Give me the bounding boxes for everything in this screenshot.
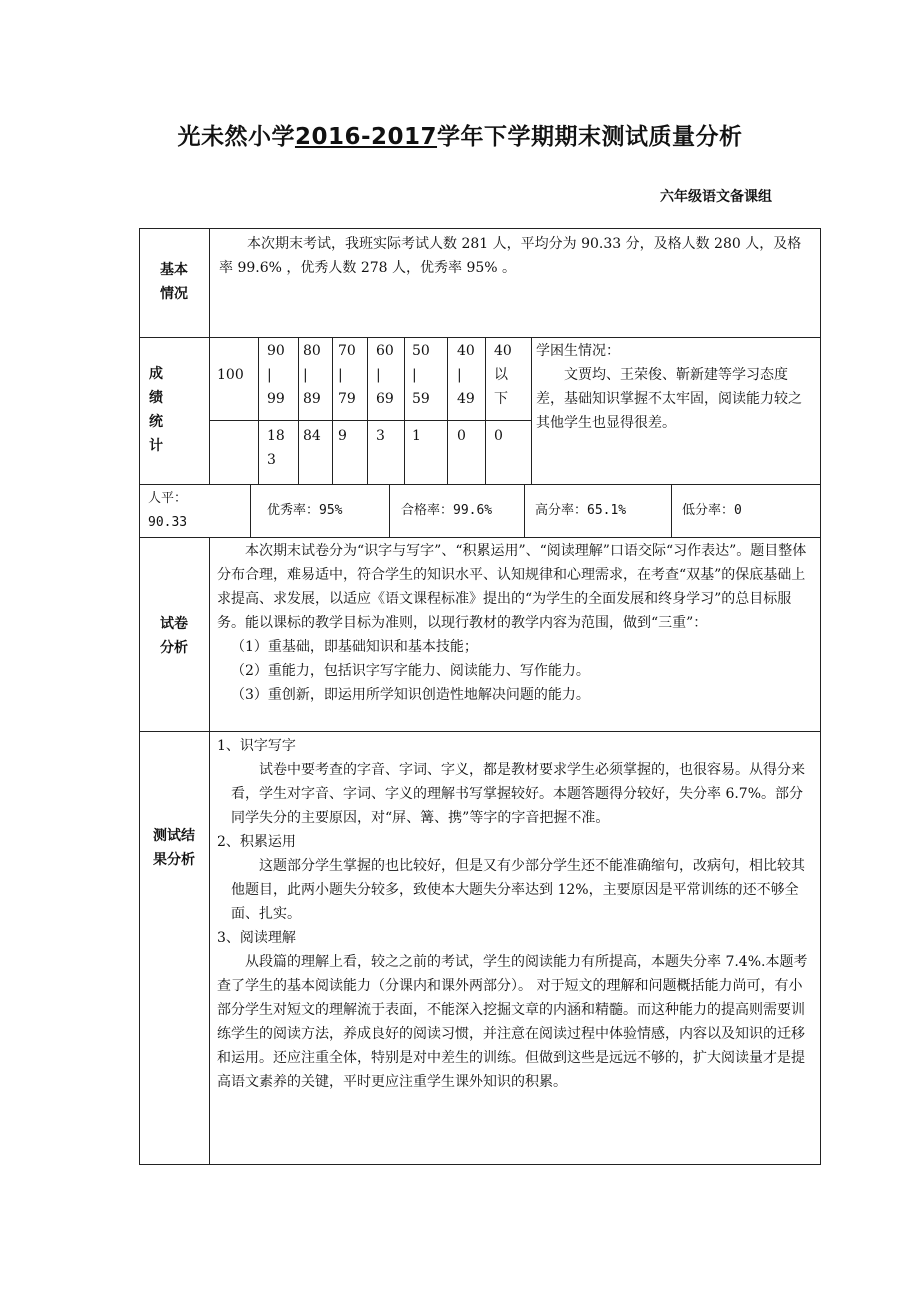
row-divider: [139, 337, 821, 338]
title-year: 2016-2017: [294, 124, 438, 150]
col-divider: [389, 484, 390, 537]
count-70-79: 9: [338, 428, 347, 444]
range-40-49: 40 | 49: [457, 343, 475, 407]
title-school: 光未然小学: [177, 124, 295, 150]
poor-students-text: 文贾均、王荣俊、靳新建等学习态度差，基础知识掌握不太牢固，阅读能力较之其他学生也显得很差。: [536, 367, 802, 431]
paper-label: 试卷 分析: [160, 616, 188, 656]
col-divider: [404, 337, 405, 484]
count-below-40: 0: [494, 428, 503, 444]
row-divider: [139, 731, 821, 732]
col-divider: [298, 337, 299, 484]
col-divider: [258, 337, 259, 484]
table-border-top: [139, 228, 821, 229]
paper-intro: 本次期末试卷分为“识字与写字”、“积累运用”、“阅读理解”口语交际“习作表达”。题目整体分布合理，难易适中，符合学生的知识水平、认知规律和心理需求，在考查“双基”的保底基础上求提高、求发展，以适应《语文课程标准》提出的“为学生的全面发展和终身学习”的总目标服务。能以课标的教学目标为准则，以现行教材的教学内容为范围，做到“三重”：: [217, 543, 807, 631]
low-rate: 低分率：0: [682, 503, 742, 518]
basic-text: 本次期末考试，我班实际考试人数 281 人，平均分为 90.33 分，及格人数 280 人，及格率 99.6% ，优秀人数 278 人，优秀率 95% 。: [219, 236, 802, 276]
count-90-99: 18 3: [267, 428, 285, 468]
table-border-left: [139, 228, 140, 1165]
col-divider: [671, 484, 672, 537]
range-50-59: 50 | 59: [412, 343, 430, 407]
range-60-69: 60 | 69: [376, 343, 394, 407]
table-border-right: [820, 228, 821, 1165]
section-2-text: 这题部分学生掌握的也比较好，但是又有少部分学生还不能准确缩句，改病句，相比较其他题目，此两小题失分较多，致使本大题失分率达到 12%，主要原因是平常训练的还不够全面、扎实。: [231, 858, 805, 922]
section-3-title: 3、阅读理解: [217, 930, 296, 946]
section-1-text: 试卷中要考查的字音、字词、字义，都是教材要求学生必须掌握的，也很容易。从得分来看，学生对字音、字词、字义的理解书写掌握较好。本题答题得分较好，失分率 6.7%。部分同学失分的主要原因，对“屏、篝、携”等字的字音把握不准。: [231, 762, 805, 826]
excellent-rate: 优秀率：95%: [267, 503, 343, 518]
high-rate: 高分率：65.1%: [535, 503, 627, 518]
table-border-bottom: [139, 1164, 821, 1165]
section-1-title: 1、识字写字: [217, 738, 296, 754]
paper-item-2: （2）重能力，包括识字写字能力、阅读能力、写作能力。: [231, 663, 590, 679]
paper-item-3: （3）重创新，即运用所学知识创造性地解决问题的能力。: [231, 687, 590, 703]
section-2-title: 2、积累运用: [217, 834, 296, 850]
col-divider: [209, 228, 210, 484]
range-below-40: 40 以 下: [494, 343, 512, 407]
row-divider: [139, 484, 821, 485]
col-divider: [367, 337, 368, 484]
title-rest: 学年下学期期末测试质量分析: [437, 124, 743, 150]
subtitle: 六年级语文备课组: [660, 189, 772, 205]
row-divider: [139, 537, 821, 538]
paper-analysis: [217, 539, 815, 707]
page-title: [0, 118, 920, 151]
pass-rate: 合格率：99.6%: [401, 503, 493, 518]
range-90-99: 90 | 99: [267, 343, 285, 407]
range-80-89: 80 | 89: [303, 343, 321, 407]
count-80-89: 84: [303, 428, 321, 444]
col-divider: [531, 337, 532, 484]
range-70-79: 70 | 79: [338, 343, 356, 407]
section-3-text: 从段篇的理解上看，较之之前的考试，学生的阅读能力有所提高，本题失分率 7.4%.本题考查了学生的基本阅读能力（分课内和课外两部分）。 对于短文的理解和问题概括能力尚可，有小部分学生对短文的理解流于表面，不能深入挖掘文章的内涵和精髓。而这种能力的提高则需要训练学生的阅读方法，养成良好的阅读习惯，并注意在阅读过程中体验情感，内容以及知识的迁移和运用。还应注重全体，特别是对中差生的训练。但做到这些是远远不够的，扩大阅读量才是提高语文素养的关键，平时更应注重学生课外知识的积累。: [217, 954, 808, 1090]
col-divider: [332, 337, 333, 484]
scores-label: 成 绩 统 计: [149, 366, 163, 454]
count-60-69: 3: [376, 428, 385, 444]
col-divider: [209, 537, 210, 1165]
analysis-table: [139, 228, 821, 1165]
poor-students-title: 学困生情况：: [536, 343, 620, 359]
average-score: 人平： 90.33: [148, 491, 188, 530]
col-divider: [485, 337, 486, 484]
col-divider: [524, 484, 525, 537]
count-50-59: 1: [412, 428, 421, 444]
count-40-49: 0: [457, 428, 466, 444]
col-divider: [250, 484, 251, 537]
basic-label: 基本 情况: [160, 262, 188, 302]
range-100: 100: [217, 367, 244, 383]
paper-item-1: （1）重基础，即基础知识和基本技能；: [231, 639, 478, 655]
poor-students: [536, 339, 814, 435]
results-analysis: [217, 734, 815, 1094]
col-divider: [447, 337, 448, 484]
results-label: 测试结 果分析: [153, 828, 195, 868]
